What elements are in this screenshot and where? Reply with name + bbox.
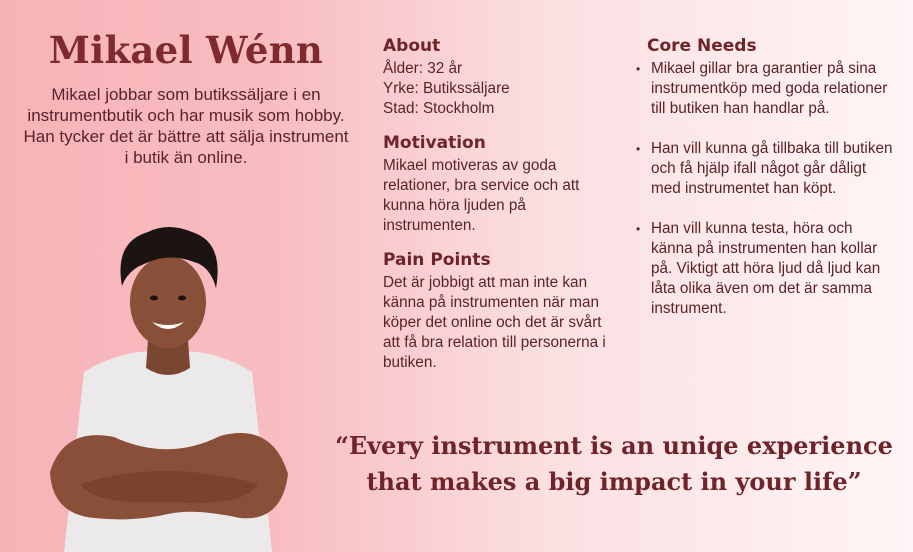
list-item [633,59,895,119]
bullet-icon: • [636,142,641,156]
bullet-icon: • [636,222,641,236]
core-need-text: Han vill kunna testa, höra och känna på instrumenten han kollar på. Viktigt att höra ljud då ljud kan låta olika även om det är samma instrument. [651,220,881,317]
motivation-text: Mikael motiveras av goda relationer, bra service och att kunna höra ljuden på instrumenten. [383,157,580,234]
about-section [383,36,619,119]
bullet-icon: • [636,62,641,76]
pain-points-text: Det är jobbigt att man inte kan känna på instrumenten när man köper det online och det är svårt att få bra relation till personerna i butiken. [383,274,606,371]
about-heading: About [383,36,441,56]
middle-column [383,36,619,387]
about-city: Stad: Stockholm [383,100,495,117]
persona-photo [44,222,292,552]
core-needs-heading: Core Needs [647,36,757,56]
core-needs-column [633,36,895,339]
list-item [633,219,895,319]
core-need-text: Mikael gillar bra garantier på sina instrumentköp med goda relationer till butiken han handlar på. [651,60,888,117]
about-age: Ålder: 32 år [383,60,463,77]
pain-points-heading: Pain Points [383,250,491,270]
persona-name: Mikael Wénn [48,28,324,72]
core-needs-list [633,59,895,319]
about-job: Yrke: Butikssäljare [383,80,510,97]
pain-points-section [383,250,619,373]
face-shape [130,256,206,348]
core-need-text: Han vill kunna gå tillbaka till butiken och få hjälp ifall något går dåligt med instrumentet han köpt. [651,140,893,197]
persona-quote: “Every instrument is an uniqe experience that makes a big impact in your life” [335,431,893,496]
motivation-section [383,133,619,236]
list-item [633,139,895,199]
persona-intro: Mikael jobbar som butikssäljare i en instrumentbutik och har musik som hobby. Han tycker det är bättre att sälja instrument i butik än online. [23,85,349,167]
motivation-heading: Motivation [383,133,486,153]
